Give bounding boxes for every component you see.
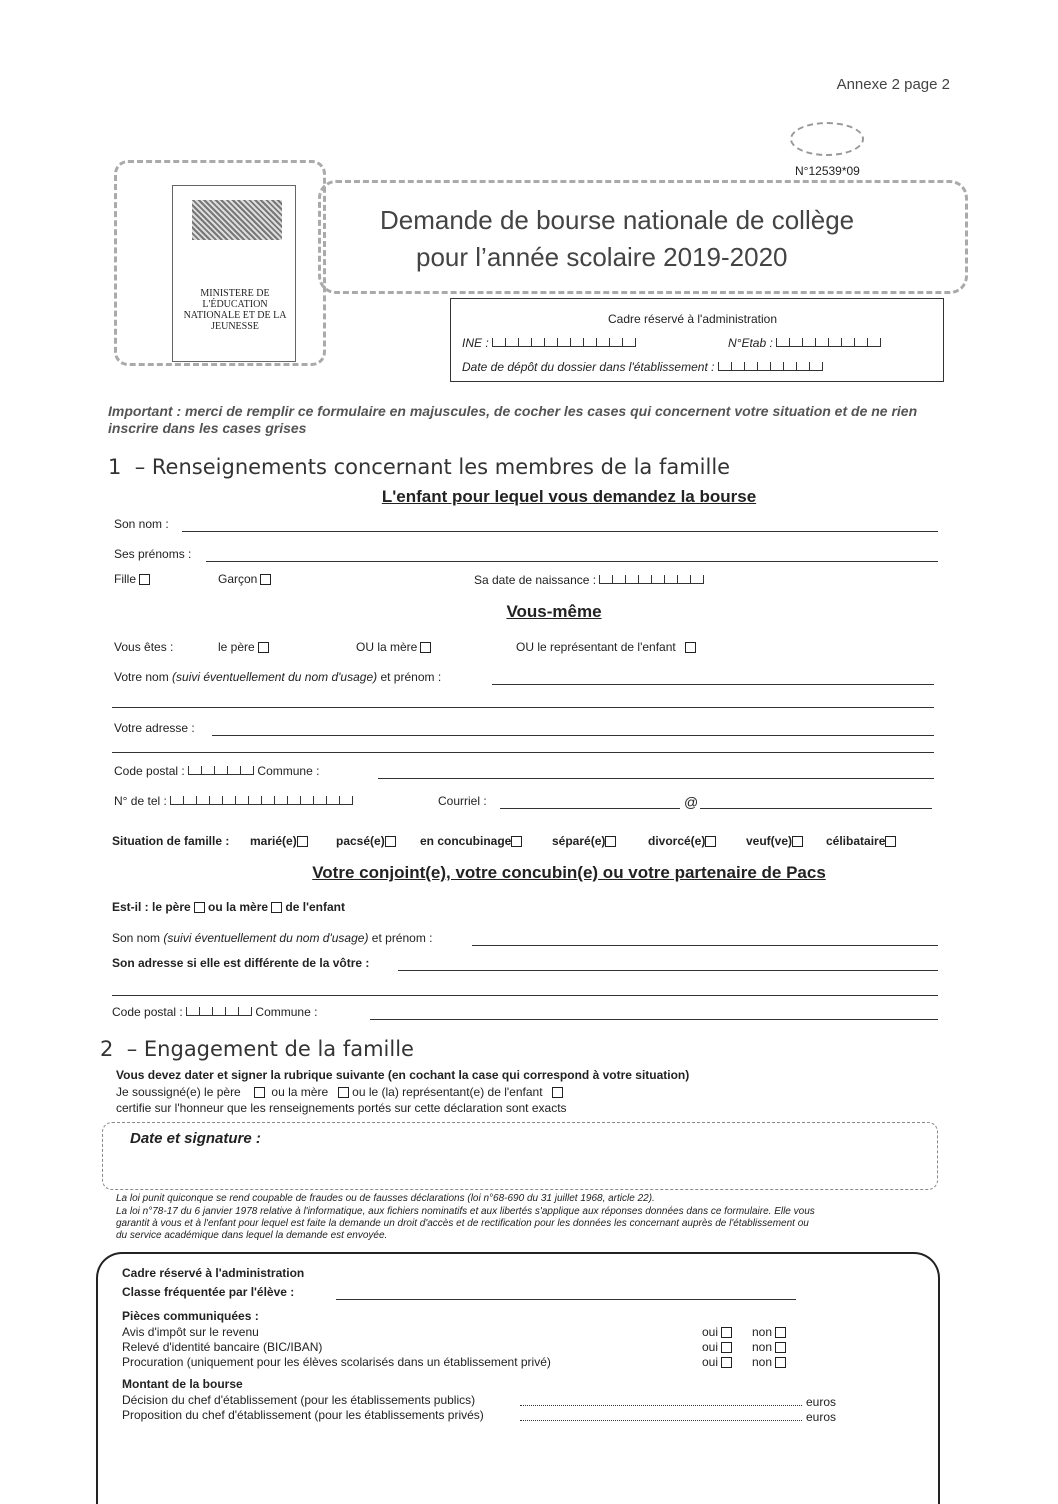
ine-label: [462, 336, 636, 350]
commune-label: Commune :: [257, 764, 320, 778]
situation-option-6[interactable]: [826, 834, 896, 848]
fille-checkbox[interactable]: [139, 574, 150, 585]
child-nom-field[interactable]: [182, 531, 938, 532]
situation-pacse: pacsé(e): [336, 834, 385, 848]
piece-row-1-non[interactable]: [752, 1340, 786, 1354]
partner-pere-checkbox[interactable]: [194, 902, 205, 913]
vous-etes-label: Vous êtes :: [114, 640, 174, 654]
code-postal2-boxes[interactable]: [186, 1005, 252, 1019]
piece-row-0-non[interactable]: [752, 1325, 786, 1339]
proposition-field[interactable]: [520, 1420, 802, 1421]
son-nom-field[interactable]: [472, 945, 938, 946]
son-nom-note: (suivi éventuellement du nom d'usage): [163, 931, 369, 945]
garcon-option[interactable]: [218, 572, 271, 586]
son-nom-end: et prénom :: [371, 931, 433, 945]
at-sign: @: [684, 794, 699, 810]
non-checkbox[interactable]: [775, 1357, 786, 1368]
soussigne-representant-checkbox[interactable]: [552, 1087, 563, 1098]
soussigne-mere-label: ou la mère: [271, 1085, 329, 1099]
adresse-field-2[interactable]: [112, 752, 934, 753]
depot-boxes[interactable]: [718, 360, 823, 374]
classe-label: Classe fréquentée par l'élève :: [122, 1285, 295, 1299]
piece-row-0-oui[interactable]: [702, 1325, 732, 1339]
etab-text: N°Etab :: [728, 336, 773, 350]
tel-label: N° de tel :: [114, 794, 167, 808]
mere-option[interactable]: [356, 640, 431, 654]
soussigne-mere-checkbox[interactable]: [338, 1087, 349, 1098]
naissance-field: [474, 573, 704, 587]
garcon-checkbox[interactable]: [260, 574, 271, 585]
decision-label: Décision du chef d'établissement (pour les établissements publics): [122, 1393, 476, 1407]
son-nom-label: [112, 931, 433, 945]
situation-option-5[interactable]: [746, 834, 803, 848]
courriel-field-domain[interactable]: [700, 808, 932, 809]
situation-option-2[interactable]: [420, 834, 522, 848]
mere-checkbox[interactable]: [420, 642, 431, 653]
annex-label: Annexe 2 page 2: [836, 76, 950, 93]
votre-nom-label: [114, 670, 441, 684]
oui-label: oui: [702, 1355, 719, 1369]
partner-mere-label: ou la mère: [208, 900, 269, 914]
tel-field: [114, 794, 353, 808]
ine-text: INE :: [462, 336, 489, 350]
situation-separe: séparé(e): [552, 834, 606, 848]
admin-bottom-title: Cadre réservé à l'administration: [122, 1266, 305, 1280]
child-nom-label: Son nom :: [114, 517, 169, 531]
votre-nom-field-2[interactable]: [112, 707, 934, 708]
pere-label: le père: [218, 640, 255, 654]
piece-row-1: Relevé d'identité bancaire (BIC/IBAN): [122, 1340, 323, 1354]
est-il-label: Est-il : le père: [112, 900, 191, 914]
pieces-label: Pièces communiquées :: [122, 1309, 259, 1323]
section2-heading: [100, 1037, 414, 1061]
legal-notice-1: La loi punit quiconque se rend coupable de fraudes ou de fausses déclarations (loi n°68-690 du 31 juillet 1968, article 22).: [116, 1193, 655, 1204]
proposition-euros: euros: [806, 1410, 837, 1424]
est-il-row: [112, 900, 345, 914]
situation-divorce: divorcé(e): [648, 834, 706, 848]
code-postal2-field: [112, 1005, 317, 1019]
non-checkbox[interactable]: [775, 1342, 786, 1353]
code-postal-field: [114, 764, 319, 778]
section2-title: – Engagement de la famille: [126, 1037, 414, 1061]
soussigne-label: Je soussigné(e) le père: [116, 1085, 241, 1099]
cerfa-number: N°12539*09: [795, 164, 860, 178]
oui-checkbox[interactable]: [721, 1327, 732, 1338]
oui-label: oui: [702, 1325, 719, 1339]
piece-row-2-non[interactable]: [752, 1355, 786, 1369]
proposition-label: Proposition du chef d'établissement (pour les établissements privés): [122, 1408, 484, 1422]
commune-field[interactable]: [378, 778, 934, 779]
votre-nom-note: (suivi éventuellement du nom d'usage): [172, 670, 378, 684]
naissance-boxes[interactable]: [599, 573, 704, 587]
situation-veuf-checkbox[interactable]: [792, 836, 803, 847]
code-postal-label: Code postal :: [114, 764, 185, 778]
non-label: non: [752, 1355, 773, 1369]
mere-label: OU la mère: [356, 640, 418, 654]
self-heading: Vous-même: [506, 602, 602, 621]
situation-marie: marié(e): [250, 834, 297, 848]
soussigne-representant-label: ou le (la) représentant(e) de l'enfant: [352, 1085, 543, 1099]
garcon-label: Garçon: [218, 572, 258, 586]
oui-checkbox[interactable]: [721, 1357, 732, 1368]
child-prenoms-label: Ses prénoms :: [114, 547, 192, 561]
non-label: non: [752, 1340, 773, 1354]
cerfa-logo: [790, 122, 864, 156]
ministry-text: MINISTERE DE L'ÉDUCATION NATIONALE ET DE LA JEUNESSE: [183, 288, 287, 332]
situation-marie-checkbox[interactable]: [297, 836, 308, 847]
votre-nom-field[interactable]: [492, 684, 934, 685]
etab-label: [728, 336, 881, 350]
partner-heading: Votre conjoint(e), votre concubin(e) ou votre partenaire de Pacs: [312, 863, 826, 882]
votre-nom-text: Votre nom: [114, 670, 169, 684]
admin-top-title: Cadre réservé à l'administration: [608, 312, 778, 326]
situation-concubinage: en concubinage: [420, 834, 512, 848]
situation-option-4[interactable]: [648, 834, 716, 848]
partner-enfant-label: de l'enfant: [285, 900, 345, 914]
adresse-field[interactable]: [212, 735, 934, 736]
situation-veuf: veuf(ve): [746, 834, 793, 848]
son-adresse-field[interactable]: [398, 970, 938, 971]
soussigne-pere-checkbox[interactable]: [254, 1087, 265, 1098]
ine-boxes[interactable]: [492, 336, 636, 350]
non-checkbox[interactable]: [775, 1327, 786, 1338]
tel-boxes[interactable]: [170, 794, 353, 808]
legal-notice-2: La loi n°78-17 du 6 janvier 1978 relative à l'informatique, aux fichiers nominatifs et aux libertés s'applique aux réponses données dans ce formulaire. Elle vous garantit à vous et à l'enfant pour lequel est faite la demande un droit d'accès et de rectification pour les données les concernant auprès de l'établissement ou du service académique dans lequel la demande est envoyée.: [116, 1206, 815, 1241]
piece-row-1-oui[interactable]: [702, 1340, 732, 1354]
decision-euros: euros: [806, 1395, 837, 1409]
depot-label: [462, 360, 823, 374]
courriel-field-user[interactable]: [500, 808, 680, 809]
etab-boxes[interactable]: [776, 336, 881, 350]
adresse-label: Votre adresse :: [114, 721, 195, 735]
votre-nom-end: et prénom :: [380, 670, 442, 684]
section2-number: 2: [100, 1037, 114, 1061]
soussigne-row: [116, 1085, 563, 1099]
representant-label: OU le représentant de l'enfant: [516, 640, 676, 654]
child-prenoms-field[interactable]: [206, 561, 938, 562]
code-postal-boxes[interactable]: [188, 764, 254, 778]
piece-row-0: Avis d'impôt sur le revenu: [122, 1325, 259, 1339]
piece-row-2: Procuration (uniquement pour les élèves scolarisés dans un établissement privé): [122, 1355, 551, 1369]
title-frame: [318, 180, 968, 294]
commune2-label: Commune :: [255, 1005, 318, 1019]
section1-number: 1: [108, 455, 122, 479]
engagement-instruction: Vous devez dater et signer la rubrique suivante (en cochant la case qui correspond à votre situation): [116, 1068, 690, 1082]
situation-pacse-checkbox[interactable]: [385, 836, 396, 847]
fille-option[interactable]: [114, 572, 150, 586]
partner-mere-checkbox[interactable]: [271, 902, 282, 913]
situation-celibataire: célibataire: [826, 834, 886, 848]
situation-celibataire-checkbox[interactable]: [885, 836, 896, 847]
oui-label: oui: [702, 1340, 719, 1354]
son-nom-text: Son nom: [112, 931, 161, 945]
child-heading: L'enfant pour lequel vous demandez la bourse: [381, 487, 757, 506]
representant-checkbox[interactable]: [685, 642, 696, 653]
date-signature-label: Date et signature :: [130, 1130, 261, 1147]
section1-title: – Renseignements concernant les membres de la famille: [134, 455, 731, 479]
son-adresse-field-2[interactable]: [112, 995, 938, 996]
naissance-label: Sa date de naissance :: [474, 573, 597, 587]
pere-checkbox[interactable]: [258, 642, 269, 653]
marianne-emblem: [192, 200, 282, 240]
montant-label: Montant de la bourse: [122, 1377, 243, 1391]
situation-divorce-checkbox[interactable]: [705, 836, 716, 847]
courriel-label: Courriel :: [438, 794, 487, 808]
son-adresse-label: Son adresse si elle est différente de la vôtre :: [112, 956, 370, 970]
commune2-field[interactable]: [370, 1019, 938, 1020]
section1-heading: [108, 455, 730, 479]
depot-text: Date de dépôt du dossier dans l'établissement :: [462, 360, 715, 374]
code-postal2-label: Code postal :: [112, 1005, 183, 1019]
form-title-line2: pour l’année scolaire 2019-2020: [416, 242, 788, 272]
situation-option-0[interactable]: [250, 834, 308, 848]
classe-field[interactable]: [336, 1299, 796, 1300]
important-note: Important : merci de remplir ce formulaire en majuscules, de cocher les cases qui concernent votre situation et de ne rien inscrire dans les cases grises: [108, 403, 918, 436]
situation-concubinage-checkbox[interactable]: [511, 836, 522, 847]
non-label: non: [752, 1325, 773, 1339]
decision-field[interactable]: [520, 1405, 802, 1406]
piece-row-2-oui[interactable]: [702, 1355, 732, 1369]
situation-option-3[interactable]: [552, 834, 616, 848]
form-title-line1: Demande de bourse nationale de collège: [380, 205, 855, 235]
fille-label: Fille: [114, 572, 137, 586]
situation-option-1[interactable]: [336, 834, 396, 848]
situation-separe-checkbox[interactable]: [605, 836, 616, 847]
oui-checkbox[interactable]: [721, 1342, 732, 1353]
situation-label: Situation de famille :: [112, 834, 230, 848]
certifie-text: certifie sur l'honneur que les renseignements portés sur cette déclaration sont exacts: [116, 1101, 567, 1115]
pere-option[interactable]: [218, 640, 269, 654]
representant-option[interactable]: [516, 640, 696, 654]
